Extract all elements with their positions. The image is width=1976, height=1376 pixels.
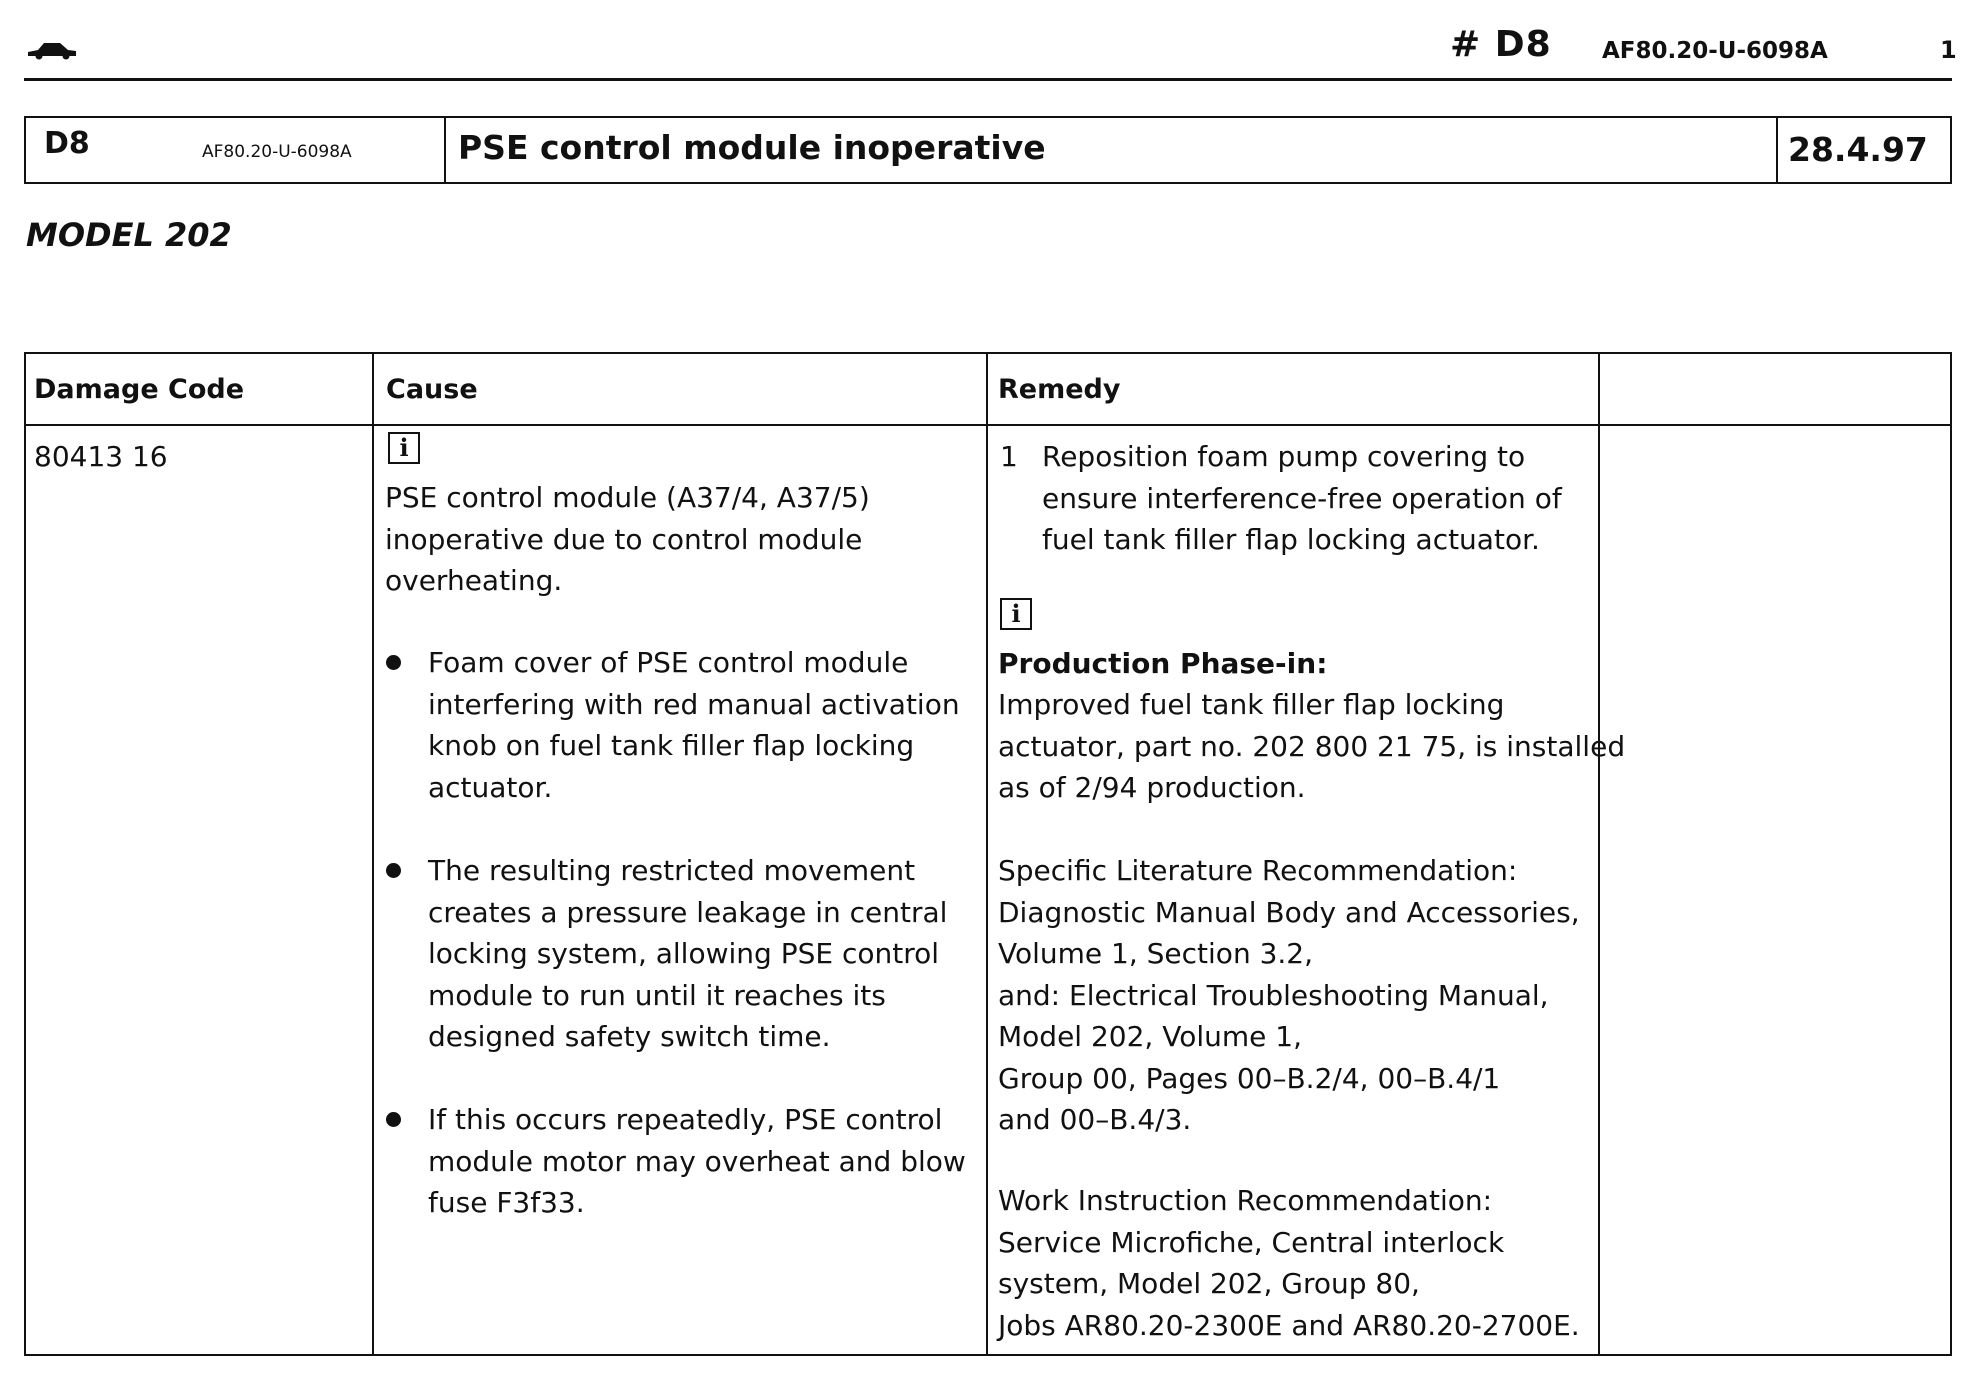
column-header-remedy: Remedy xyxy=(998,374,1121,405)
cause-bullet: The resulting restricted movement creates a pressure leakage in central locking system, allowing PSE control module to run until it reaches its designed safety switch time. xyxy=(428,854,948,1053)
damage-code-value: 80413 16 xyxy=(34,440,168,473)
remedy-step-text: Reposition foam pump covering to ensure interference-free operation of fuel tank filler flap locking actuator. xyxy=(1042,440,1562,556)
info-icon: i xyxy=(388,432,420,464)
cause-bullet: Foam cover of PSE control module interfering with red manual activation knob on fuel tank filler flap locking actuator. xyxy=(428,646,960,804)
info-icon: i xyxy=(1000,598,1032,630)
cause-intro: PSE control module (A37/4, A37/5) inoperative due to control module overheating. xyxy=(385,481,870,597)
title-divider xyxy=(1776,116,1778,184)
column-header-cause: Cause xyxy=(386,374,478,405)
phase-in-text: Improved fuel tank filler flap locking actuator, part no. 202 800 21 75, is installed as of 2/94 production. xyxy=(998,688,1626,804)
title-divider xyxy=(444,116,446,184)
document-reference: AF80.20-U-6098A xyxy=(1602,38,1828,64)
title-reference: AF80.20-U-6098A xyxy=(202,142,352,162)
car-icon xyxy=(26,38,78,60)
title-code: D8 xyxy=(44,126,90,161)
diagnosis-table xyxy=(24,352,1952,1356)
page-number: 1 xyxy=(1940,36,1957,64)
column-header-damage-code: Damage Code xyxy=(34,374,245,405)
page-title: PSE control module inoperative xyxy=(458,128,1046,167)
literature-recommendation: Specific Literature Recommendation: Diagnostic Manual Body and Accessories, Volume 1, Section 3.2, and: Electrical Troubleshooting Manual, Model 202, Volume 1, Group 00, Pages 00–B.2/4, 00–B.4/1 and 00–B.4/3. xyxy=(998,854,1580,1136)
bullet-icon xyxy=(386,1112,401,1127)
header-row-rule xyxy=(24,424,1952,426)
cause-bullet: If this occurs repeatedly, PSE control module motor may overheat and blow fuse F3f33. xyxy=(428,1103,966,1219)
bullet-icon xyxy=(386,655,401,670)
column-divider xyxy=(1598,352,1600,1356)
document-date: 28.4.97 xyxy=(1788,130,1928,169)
phase-in-title: Production Phase-in: xyxy=(998,647,1328,680)
work-instruction-recommendation: Work Instruction Recommendation: Service Microfiche, Central interlock system, Model 202, Group 80, Jobs AR80.20-2300E and AR80.20-2700E. xyxy=(998,1184,1580,1342)
column-divider xyxy=(986,352,988,1356)
bullet-icon xyxy=(386,863,401,878)
header-rule xyxy=(24,78,1952,81)
model-heading: MODEL 202 xyxy=(26,216,232,254)
column-divider xyxy=(372,352,374,1356)
remedy-step-number: 1 xyxy=(1000,440,1018,473)
document-code: # D8 xyxy=(1450,24,1552,65)
